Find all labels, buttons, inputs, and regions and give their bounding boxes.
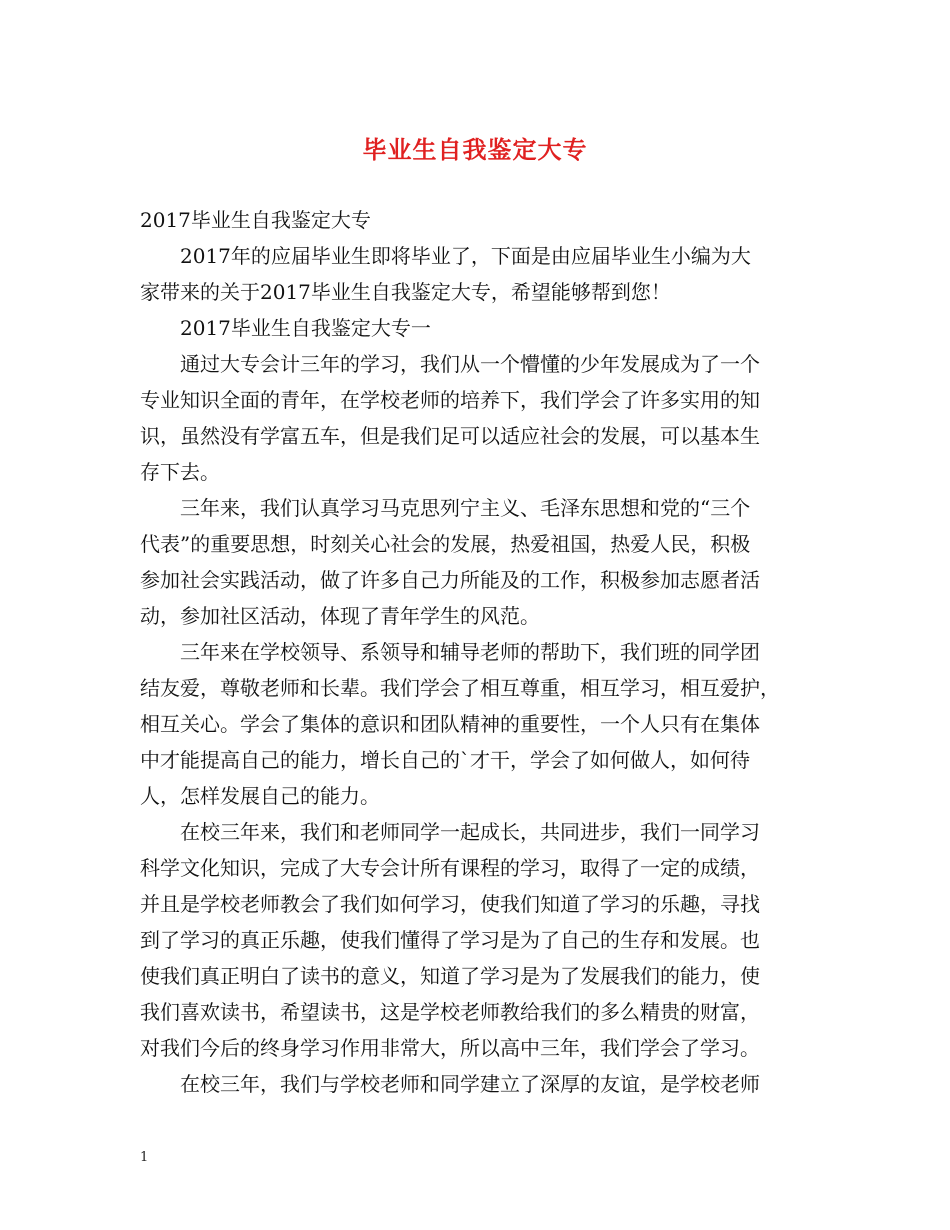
text-line: 并且是学校老师教会了我们如何学习，使我们知道了学习的乐趣，寻找 [140, 892, 760, 916]
text-line: 通过大专会计三年的学习，我们从一个懵懂的少年发展成为了一个 [180, 352, 760, 376]
subtitle-line: 2017毕业生自我鉴定大专 [140, 208, 371, 232]
text-line: 使我们真正明白了读书的意义，知道了学习是为了发展我们的能力，使 [140, 964, 760, 988]
text-line: 识，虽然没有学富五车，但是我们足可以适应社会的发展，可以基本生 [140, 424, 760, 448]
text-line: 科学文化知识，完成了大专会计所有课程的学习，取得了一定的成绩， [140, 856, 760, 880]
text-line: 专业知识全面的青年，在学校老师的培养下，我们学会了许多实用的知 [140, 388, 760, 412]
text-line: 我们喜欢读书，希望读书，这是学校老师教给我们的多么精贵的财富， [140, 1000, 760, 1024]
text-line: 到了学习的真正乐趣，使我们懂得了学习是为了自己的生存和发展。也 [140, 928, 760, 952]
text-line: 相互关心。学会了集体的意识和团队精神的重要性，一个人只有在集体 [140, 712, 760, 736]
text-line: 在校三年，我们与学校老师和同学建立了深厚的友谊，是学校老师 [180, 1072, 760, 1096]
text-line: 2017年的应届毕业生即将毕业了，下面是由应届毕业生小编为大 [180, 244, 751, 268]
text-line: 代表”的重要思想，时刻关心社会的发展，热爱祖国，热爱人民，积极 [140, 532, 751, 556]
text-line: 存下去。 [140, 460, 220, 484]
text-line: 家带来的关于2017毕业生自我鉴定大专，希望能够帮到您！ [140, 280, 671, 304]
text-line: 三年来在学校领导、系领导和辅导老师的帮助下，我们班的同学团 [180, 640, 760, 664]
text-line: 在校三年来，我们和老师同学一起成长，共同进步，我们一同学习 [180, 820, 760, 844]
text-line: 参加社会实践活动，做了许多自己力所能及的工作，积极参加志愿者活 [140, 568, 760, 592]
document-title: 毕业生自我鉴定大专 [362, 135, 588, 164]
text-line: 动，参加社区活动，体现了青年学生的风范。 [140, 604, 540, 628]
text-line: 三年来，我们认真学习马克思列宁主义、毛泽东思想和党的“三个 [180, 496, 751, 520]
text-line: 对我们今后的终身学习作用非常大，所以高中三年，我们学会了学习。 [140, 1036, 760, 1060]
text-line: 结友爱，尊敬老师和长辈。我们学会了相互尊重，相互学习，相互爱护， [140, 676, 780, 700]
page-number: 1 [140, 1150, 149, 1165]
section-heading: 2017毕业生自我鉴定大专一 [180, 316, 431, 340]
text-line: 中才能提高自己的能力，增长自己的`才干，学会了如何做人，如何待 [140, 748, 750, 772]
text-line: 人，怎样发展自己的能力。 [140, 784, 380, 808]
